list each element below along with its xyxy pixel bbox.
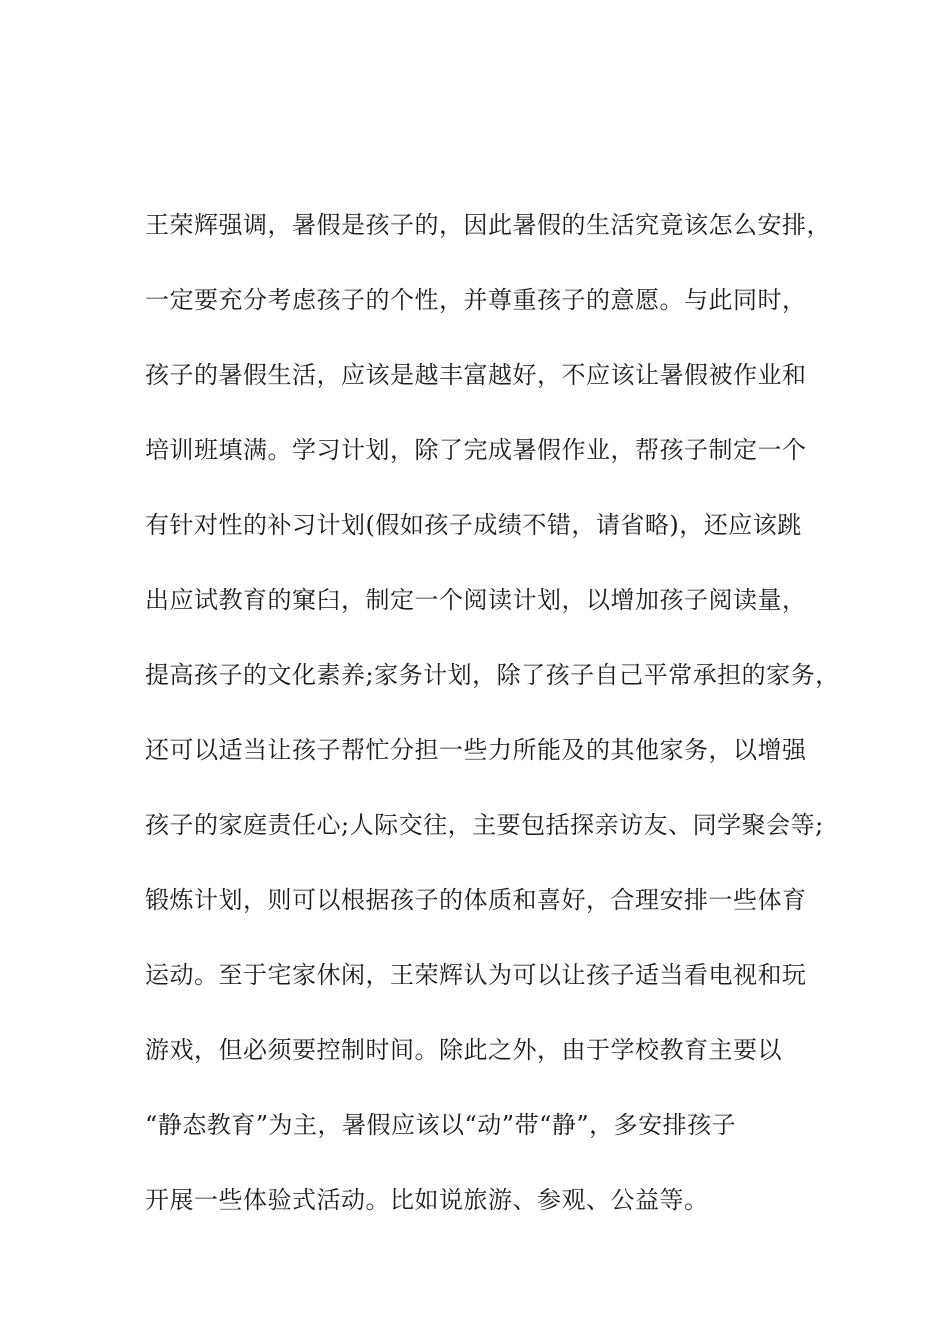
paragraph-line: 还可以适当让孩子帮忙分担一些力所能及的其他家务，以增强 (145, 736, 807, 764)
paragraph-line: 孩子的暑假生活，应该是越丰富越好，不应该让暑假被作业和 (145, 361, 807, 389)
paragraph-line: 锻炼计划，则可以根据孩子的体质和喜好，合理安排一些体育 (145, 886, 807, 914)
paragraph-line: 培训班填满。学习计划，除了完成暑假作业，帮孩子制定一个 (145, 436, 807, 464)
paragraph-line: 孩子的家庭责任心;人际交往，主要包括探亲访友、同学聚会等; (145, 811, 824, 839)
paragraph-line: 王荣辉强调，暑假是孩子的，因此暑假的生活究竟该怎么安排， (145, 211, 831, 239)
paragraph-line: 游戏，但必须要控制时间。除此之外，由于学校教育主要以 (145, 1036, 782, 1064)
paragraph-line: 提高孩子的文化素养;家务计划，除了孩子自己平常承担的家务， (145, 661, 840, 689)
paragraph-line: 运动。至于宅家休闲，王荣辉认为可以让孩子适当看电视和玩 (145, 961, 807, 989)
paragraph-line: “静态教育”为主，暑假应该以“动”带“静”，多安排孩子 (145, 1111, 737, 1139)
paragraph-line: 一定要充分考虑孩子的个性，并尊重孩子的意愿。与此同时， (145, 286, 807, 314)
document-body (145, 203, 840, 1253)
paragraph-line: 开展一些体验式活动。比如说旅游、参观、公益等。 (145, 1186, 709, 1214)
paragraph-line: 有针对性的补习计划(假如孩子成绩不错，请省略)，还应该跳 (145, 511, 802, 539)
paragraph-line: 出应试教育的窠臼，制定一个阅读计划，以增加孩子阅读量， (145, 586, 807, 614)
